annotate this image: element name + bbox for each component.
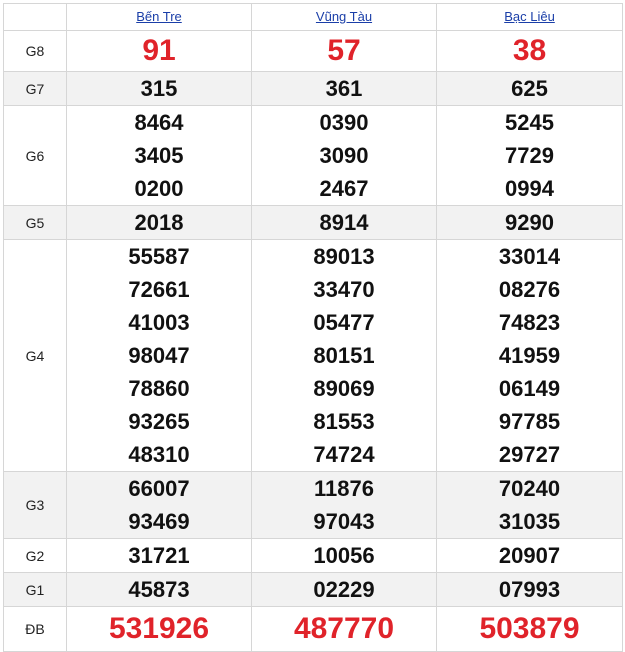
prize-number: 0390 [319, 110, 369, 135]
prize-cell [67, 472, 252, 539]
prize-cell [252, 106, 437, 206]
prize-number: 8914 [319, 210, 369, 235]
prize-label: G6 [4, 106, 67, 206]
prize-label: G5 [4, 206, 67, 240]
prize-label: G3 [4, 472, 67, 539]
prize-cell [437, 607, 623, 652]
prize-number: 31035 [498, 509, 561, 534]
prize-label: ĐB [4, 607, 67, 652]
prize-number: 38 [512, 34, 547, 67]
prize-row [4, 607, 623, 652]
prize-cell [67, 106, 252, 206]
prize-number: 98047 [128, 343, 190, 368]
prize-number: 31721 [128, 543, 190, 568]
prize-row [4, 539, 623, 573]
prize-label: G2 [4, 539, 67, 573]
prize-number: 45873 [128, 577, 190, 602]
prize-number: 06149 [498, 376, 561, 401]
prize-number: 57 [327, 34, 361, 67]
prize-number: 93265 [128, 409, 190, 434]
prize-cell [67, 573, 252, 607]
prize-cell [67, 539, 252, 573]
prize-row [4, 472, 623, 539]
province-header [67, 4, 252, 31]
prize-number: 66007 [128, 476, 190, 501]
prize-number: 97785 [498, 409, 561, 434]
prize-number: 74724 [313, 442, 375, 467]
prize-number: 02229 [313, 577, 375, 602]
prize-cell [67, 607, 252, 652]
prize-cell [252, 72, 437, 106]
prize-number: 20907 [498, 543, 561, 568]
province-header [437, 4, 623, 31]
prize-cell [437, 206, 623, 240]
prize-number: 2018 [134, 210, 184, 235]
prize-number: 89069 [313, 376, 375, 401]
province-link-vung-tau[interactable]: Vũng Tàu [315, 9, 373, 24]
province-header [252, 4, 437, 31]
prize-number: 33014 [498, 244, 561, 269]
prize-row [4, 573, 623, 607]
prize-cell [67, 72, 252, 106]
prize-number: 315 [140, 76, 178, 101]
prize-cell [252, 472, 437, 539]
prize-row [4, 240, 623, 472]
prize-number: 07993 [498, 577, 561, 602]
prize-number: 531926 [108, 612, 210, 645]
prize-cell [437, 31, 623, 72]
prize-number: 97043 [313, 509, 375, 534]
prize-number: 9290 [505, 210, 554, 235]
prize-cell [252, 573, 437, 607]
prize-number: 3090 [319, 143, 369, 168]
prize-number: 78860 [128, 376, 190, 401]
prize-number: 05477 [313, 310, 375, 335]
prize-cell [437, 539, 623, 573]
prize-number: 33470 [313, 277, 375, 302]
prize-cell [252, 240, 437, 472]
prize-number: 91 [142, 34, 176, 67]
prize-cell [252, 539, 437, 573]
prize-label: G1 [4, 573, 67, 607]
prize-number: 0200 [134, 176, 184, 201]
prize-number: 11876 [314, 476, 374, 501]
prize-number: 74823 [498, 310, 561, 335]
prize-number: 70240 [498, 476, 561, 501]
prize-row [4, 106, 623, 206]
province-header-row [4, 4, 623, 31]
prize-number: 81553 [313, 409, 375, 434]
prize-row [4, 206, 623, 240]
prize-number: 89013 [313, 244, 375, 269]
prize-cell [437, 240, 623, 472]
prize-number: 72661 [128, 277, 190, 302]
prize-number: 80151 [313, 343, 375, 368]
prize-cell [437, 106, 623, 206]
prize-number: 41003 [128, 310, 190, 335]
province-link-ben-tre[interactable]: Bến Tre [136, 9, 182, 24]
prize-number: 487770 [293, 612, 395, 645]
prize-cell [437, 573, 623, 607]
prize-number: 361 [325, 76, 363, 101]
prize-number: 55587 [128, 244, 190, 269]
prize-number: 0994 [505, 176, 554, 201]
prize-row [4, 31, 623, 72]
prize-row [4, 72, 623, 106]
corner-cell [4, 4, 67, 31]
prize-number: 10056 [313, 543, 375, 568]
prize-cell [437, 472, 623, 539]
lottery-results-table [3, 3, 623, 652]
prize-number: 48310 [128, 442, 190, 467]
prize-number: 503879 [479, 612, 580, 645]
prize-number: 41959 [498, 343, 561, 368]
prize-number: 3405 [134, 143, 184, 168]
prize-cell [67, 206, 252, 240]
prize-cell [67, 31, 252, 72]
prize-cell [252, 206, 437, 240]
prize-cell [252, 607, 437, 652]
prize-cell [252, 31, 437, 72]
prize-number: 08276 [498, 277, 561, 302]
prize-number: 5245 [505, 110, 554, 135]
prize-cell [67, 240, 252, 472]
prize-label: G7 [4, 72, 67, 106]
prize-number: 93469 [128, 509, 190, 534]
province-link-bac-lieu[interactable]: Bạc Liêu [504, 9, 555, 24]
prize-number: 2467 [319, 176, 369, 201]
prize-number: 7729 [505, 143, 554, 168]
prize-label: G8 [4, 31, 67, 72]
prize-number: 625 [511, 76, 548, 101]
prize-cell [437, 72, 623, 106]
prize-number: 8464 [134, 110, 184, 135]
prize-label: G4 [4, 240, 67, 472]
prize-number: 29727 [498, 442, 561, 467]
